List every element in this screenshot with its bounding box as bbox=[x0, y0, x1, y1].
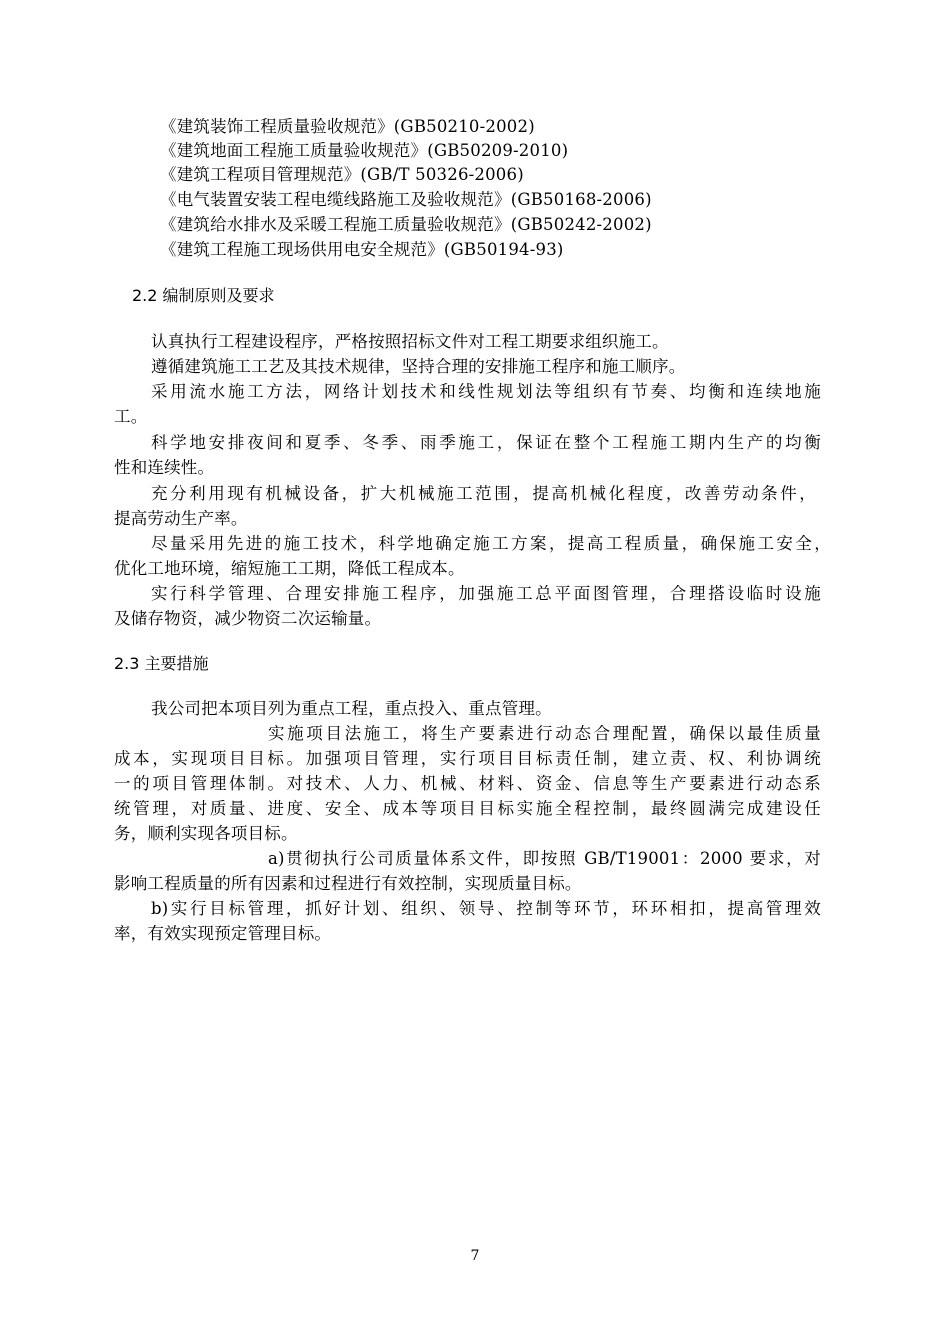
paragraph-line: 率，有效实现预定管理目标。 bbox=[114, 924, 332, 943]
paragraph-line: 务，顺利实现各项目标。 bbox=[114, 824, 298, 843]
paragraph-line: 采用流水施工方法，网络计划技术和线性规划法等组织有节奏、均衡和连续地施 bbox=[151, 382, 821, 401]
paragraph-line: 科学地安排夜间和夏季、冬季、雨季施工，保证在整个工程施工期内生产的均衡 bbox=[151, 433, 821, 452]
standard-item: 《电气装置安装工程电缆线路施工及验收规范》(GB50168-2006) bbox=[160, 190, 652, 209]
section-heading-2-3: 2.3 主要措施 bbox=[114, 654, 209, 673]
paragraph-line: 工。 bbox=[114, 407, 148, 426]
standard-item: 《建筑工程施工现场供用电安全规范》(GB50194-93) bbox=[160, 240, 564, 259]
standard-item: 《建筑装饰工程质量验收规范》(GB50210-2002) bbox=[160, 117, 535, 136]
paragraph-line: 提高劳动生产率。 bbox=[114, 509, 248, 528]
paragraph-line: 及储存物资，减少物资二次运输量。 bbox=[114, 609, 382, 628]
page-number: 7 bbox=[470, 1248, 480, 1264]
paragraph-line: b)实行目标管理，抓好计划、组织、领导、控制等环节，环环相扣，提高管理效 bbox=[151, 899, 821, 918]
paragraph-line: 优化工地环境，缩短施工工期，降低工程成本。 bbox=[114, 559, 465, 578]
standard-item: 《建筑工程项目管理规范》(GB/T 50326-2006) bbox=[160, 165, 524, 184]
paragraph-line: 尽量采用先进的施工技术，科学地确定施工方案，提高工程质量，确保施工安全， bbox=[151, 534, 831, 553]
paragraph-line: 我公司把本项目列为重点工程，重点投入、重点管理。 bbox=[151, 699, 552, 718]
paragraph-line: 统管理，对质量、进度、安全、成本等项目目标实施全程控制，最终圆满完成建设任 bbox=[114, 799, 821, 818]
standard-item: 《建筑地面工程施工质量验收规范》(GB50209-2010) bbox=[160, 141, 569, 160]
paragraph-line: 性和连续性。 bbox=[114, 458, 215, 477]
paragraph-line: 成本，实现项目目标。加强项目管理，实行项目目标责任制，建立责、权、利协调统 bbox=[114, 749, 821, 768]
paragraph-line: 一的项目管理体制。对技术、人力、机械、材料、资金、信息等生产要素进行动态系 bbox=[114, 774, 821, 793]
paragraph-line: 认真执行工程建设程序，严格按照招标文件对工程工期要求组织施工。 bbox=[151, 332, 669, 351]
paragraph-line: 实行科学管理、合理安排施工程序，加强施工总平面图管理，合理搭设临时设施 bbox=[151, 584, 821, 603]
paragraph-line: 充分利用现有机械设备，扩大机械施工范围，提高机械化程度，改善劳动条件， bbox=[151, 484, 816, 503]
section-heading-2-2: 2.2 编制原则及要求 bbox=[132, 286, 275, 305]
paragraph-line: 实施项目法施工，将生产要素进行动态合理配置，确保以最佳质量 bbox=[268, 724, 821, 743]
standard-item: 《建筑给水排水及采暖工程施工质量验收规范》(GB50242-2002) bbox=[160, 215, 652, 234]
paragraph-line: a)贯彻执行公司质量体系文件，即按照 GB/T19001：2000 要求，对 bbox=[268, 849, 821, 868]
paragraph-line: 遵循建筑施工工艺及其技术规律，坚持合理的安排施工程序和施工顺序。 bbox=[151, 357, 686, 376]
paragraph-line: 影响工程质量的所有因素和过程进行有效控制，实现质量目标。 bbox=[114, 874, 582, 893]
